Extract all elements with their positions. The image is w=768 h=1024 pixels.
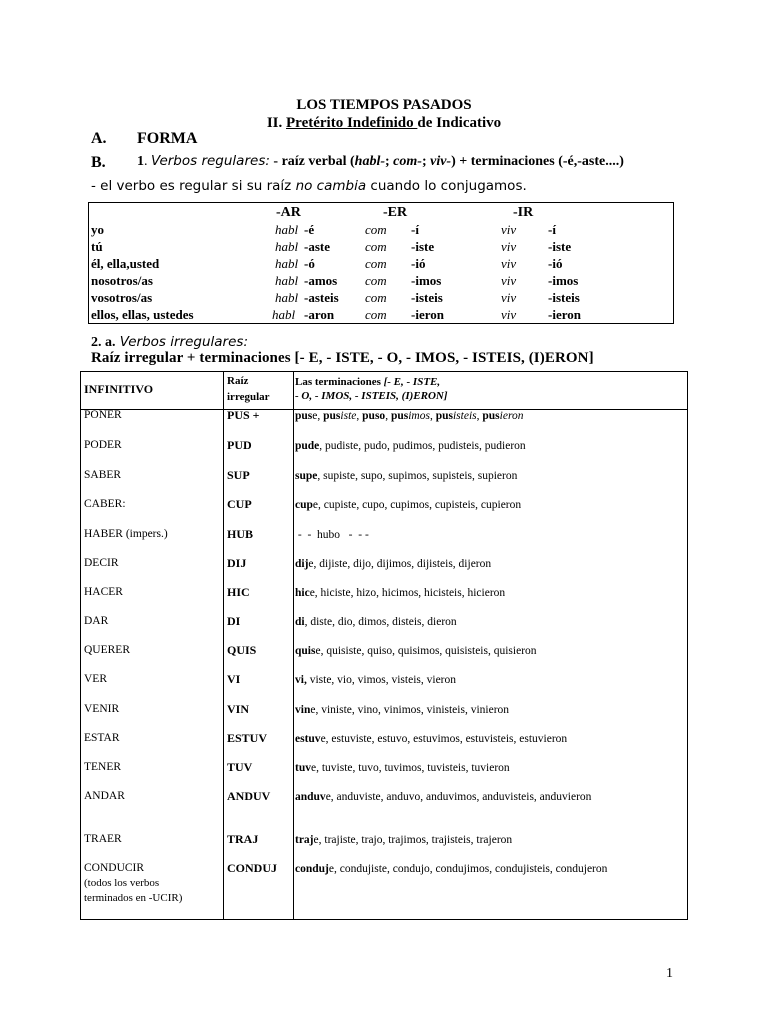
note-suffix: cuando lo conjugamos.	[366, 178, 527, 194]
er-ending: -ieron	[411, 307, 444, 322]
ir-stem: viv	[501, 290, 517, 305]
conjugation-row	[89, 307, 673, 324]
form-ending: ieron	[499, 410, 524, 422]
infinitive: VER	[84, 673, 107, 685]
conjugated-forms	[295, 732, 567, 746]
er-ending: -iste	[411, 239, 435, 254]
note-italic: no cambia	[295, 178, 367, 194]
pronoun: nosotros/as	[91, 273, 153, 288]
form-stem: dij	[295, 558, 309, 570]
conjugated-forms	[295, 761, 510, 775]
regular-verb-note	[91, 178, 527, 194]
form-sep: ,	[385, 410, 391, 422]
conjugated-forms	[295, 439, 526, 453]
infinitive: CABER:	[84, 498, 126, 510]
er-ending: -í	[411, 222, 419, 237]
ir-ending: -imos	[548, 273, 579, 288]
form-rest: e, hiciste, hizo, hicimos, hicisteis, hicieron	[309, 587, 506, 599]
form-stem: pude	[295, 440, 320, 452]
infinitive: PODER	[84, 439, 122, 451]
ar-stem: habl	[275, 256, 299, 271]
er-stem: com	[365, 290, 387, 305]
irregular-verbs-formula: Raíz irregular + terminaciones [- E, - ISTE, - O, - IMOS, - ISTEIS, (I)ERON]	[91, 350, 594, 366]
irregular-stem: SUP	[227, 468, 250, 482]
form-ending: imos	[408, 410, 430, 422]
irregular-stem: VI	[227, 672, 241, 686]
conjugated-forms	[295, 586, 505, 600]
irregular-verbs-table	[80, 371, 688, 920]
ar-ending: -aste	[304, 239, 330, 254]
form-stem: pus	[323, 410, 341, 422]
ar-stem: habl	[275, 239, 299, 254]
stem-example-habl: habl-	[354, 154, 385, 169]
form-ending: iste	[340, 410, 357, 422]
form-sep: ,	[356, 410, 363, 422]
ar-ending: -asteis	[304, 290, 339, 305]
pronoun: ellos, ellas, ustedes	[91, 307, 194, 322]
note-prefix: - el verbo es regular si su raíz	[91, 178, 296, 194]
formula-sep: ;	[421, 154, 431, 169]
irregular-stem: CONDUJ	[227, 861, 277, 875]
infinitive: HABER (impers.)	[84, 528, 168, 540]
header-endings-line1	[295, 375, 440, 389]
ir-stem: viv	[501, 307, 517, 322]
infinitive-note: terminados en -UCIR)	[84, 892, 183, 904]
form-rest: e, trajiste, trajo, trajimos, trajisteis, trajeron	[313, 834, 513, 846]
er-stem: com	[365, 307, 387, 322]
form-stem: di	[295, 616, 305, 628]
er-ending: -isteis	[411, 290, 443, 305]
conjugated-forms	[295, 528, 369, 542]
form-ending: e,	[312, 410, 324, 422]
form-stem: pus	[435, 410, 453, 422]
er-ending: -imos	[411, 273, 442, 288]
conjugated-forms	[295, 498, 521, 512]
ir-ending: -í	[548, 222, 556, 237]
er-stem: com	[365, 239, 387, 254]
header-endings-italic: [- E, - ISTE,	[383, 376, 441, 388]
heading-dot: .	[144, 154, 151, 169]
form-stem: estuv	[295, 733, 321, 745]
infinitive: SABER	[84, 469, 122, 481]
ir-stem: viv	[501, 256, 517, 271]
infinitive: VENIR	[84, 703, 120, 715]
infinitive: DAR	[84, 615, 109, 627]
form-stem: conduj	[295, 863, 329, 875]
form-stem: pus	[295, 410, 313, 422]
conjugated-forms	[295, 703, 509, 717]
ir-ending: -ieron	[548, 307, 581, 322]
header-ar: -AR	[276, 205, 301, 220]
conjugated-forms	[295, 673, 456, 687]
form-stem: puso	[362, 410, 386, 422]
infinitive: HACER	[84, 586, 123, 598]
infinitive: ESTAR	[84, 732, 120, 744]
conjugation-row	[89, 239, 673, 256]
infinitive: PONER	[84, 409, 122, 421]
conjugated-forms	[295, 644, 537, 658]
heading-number: 2. a.	[91, 335, 116, 350]
conjugated-forms	[295, 557, 491, 571]
header-endings-plain: Las terminaciones	[295, 376, 384, 388]
form-rest: , pudiste, pudo, pudimos, pudisteis, pudieron	[319, 440, 526, 452]
header-infinitive: INFINITIVO	[84, 382, 154, 396]
form-rest: e, viniste, vino, vinimos, vinisteis, vinieron	[310, 704, 510, 716]
irregular-stem: VIN	[227, 702, 250, 716]
form-rest: e, tuviste, tuvo, tuvimos, tuvisteis, tuvieron	[310, 762, 510, 774]
header-endings-line2: - O, - IMOS, - ISTEIS, (I)ERON]	[295, 390, 448, 402]
stem-example-com: com-	[393, 154, 422, 169]
form-sep: ,	[429, 410, 436, 422]
infinitive: DECIR	[84, 557, 119, 569]
column-divider	[223, 372, 224, 919]
subtitle-underlined: Pretérito Indefinido	[286, 115, 418, 131]
page-title: LOS TIEMPOS PASADOS	[296, 97, 472, 113]
form-stem: traj	[295, 834, 314, 846]
regular-verbs-heading	[137, 153, 624, 170]
ir-ending: -ió	[548, 256, 563, 271]
ar-stem: habl	[275, 222, 299, 237]
irregular-stem: CUP	[227, 497, 252, 511]
ar-ending: -aron	[304, 307, 335, 322]
form-stem: vin	[295, 704, 311, 716]
section-a-title: FORMA	[137, 130, 198, 147]
header-stem-line1: Raíz	[227, 375, 249, 387]
form-rest: e, cupiste, cupo, cupimos, cupisteis, cupieron	[312, 499, 522, 511]
ar-ending: -é	[304, 222, 315, 237]
formula-sep: ;	[385, 154, 394, 169]
infinitive: ANDAR	[84, 790, 125, 802]
irregular-stem: ANDUV	[227, 789, 271, 803]
irregular-stem: ESTUV	[227, 731, 268, 745]
subtitle-suffix: de Indicativo	[417, 115, 502, 131]
conjugated-forms	[295, 862, 607, 876]
er-ending: -ió	[411, 256, 426, 271]
formula-endings: ) + terminaciones (-é,-aste....)	[451, 154, 624, 169]
irregular-verbs-label: Verbos irregulares:	[115, 334, 248, 350]
irregular-stem: DI	[227, 614, 241, 628]
heading-number: 1	[137, 154, 144, 169]
ir-ending: -iste	[548, 239, 572, 254]
form-stem: hic	[295, 587, 310, 599]
infinitive-note: (todos los verbos	[84, 877, 160, 889]
irregular-stem: PUS +	[227, 408, 260, 422]
form-stem: pus	[482, 410, 500, 422]
form-stem: tuv	[295, 762, 311, 774]
conjugation-row	[89, 256, 673, 273]
header-ir: -IR	[513, 205, 534, 220]
irregular-stem: HUB	[227, 527, 254, 541]
header-stem-line2: irregular	[227, 391, 270, 403]
ar-stem: habl	[272, 307, 296, 322]
ar-stem: habl	[275, 273, 299, 288]
conjugation-row	[89, 290, 673, 307]
header-er: -ER	[383, 205, 408, 220]
form-stem: cup	[295, 499, 313, 511]
conjugated-forms	[295, 409, 524, 423]
conjugation-row	[89, 222, 673, 239]
form-rest: , supiste, supo, supimos, supisteis, supieron	[317, 470, 518, 482]
ir-stem: viv	[501, 239, 517, 254]
ar-stem: habl	[275, 290, 299, 305]
ir-stem: viv	[501, 222, 517, 237]
pronoun: tú	[91, 239, 103, 254]
form-rest: e, dijiste, dijo, dijimos, dijisteis, dijeron	[308, 558, 492, 570]
conjugated-forms	[295, 833, 512, 847]
ir-stem: viv	[501, 273, 517, 288]
form-rest: e, anduviste, anduvo, anduvimos, anduvisteis, anduvieron	[325, 791, 592, 803]
form-stem: vi,	[295, 674, 307, 686]
er-stem: com	[365, 256, 387, 271]
irregular-stem: DIJ	[227, 556, 247, 570]
subtitle-prefix: II.	[266, 115, 287, 131]
irregular-stem: TRAJ	[227, 832, 259, 846]
pronoun: yo	[91, 222, 104, 237]
infinitive: TENER	[84, 761, 122, 773]
er-stem: com	[365, 222, 387, 237]
er-stem: com	[365, 273, 387, 288]
irregular-stem: PUD	[227, 438, 252, 452]
form-rest: e, quisiste, quiso, quisimos, quisisteis, quisieron	[315, 645, 537, 657]
ar-ending: -ó	[304, 256, 315, 271]
regular-verbs-table	[88, 202, 674, 324]
infinitive: TRAER	[84, 833, 122, 845]
form-rest: viste, vio, vimos, visteis, vieron	[306, 674, 457, 686]
conjugated-forms	[295, 615, 457, 629]
pronoun: él, ella,usted	[91, 256, 160, 271]
irregular-stem: QUIS	[227, 643, 257, 657]
form-rest: e, condujiste, condujo, condujimos, condujisteis, condujeron	[328, 863, 608, 875]
irregular-verbs-heading	[91, 334, 248, 351]
section-a-letter: A.	[91, 130, 107, 147]
section-b-letter: B.	[91, 154, 106, 171]
page-number: 1	[666, 966, 673, 981]
form-stem: pus	[390, 410, 409, 422]
form-sep: ,	[476, 410, 483, 422]
formula-part: - raíz verbal (	[269, 154, 355, 169]
conjugated-forms	[295, 790, 591, 804]
form-ending: isteis	[452, 410, 477, 422]
page-subtitle	[0, 115, 768, 132]
irregular-stem: TUV	[227, 760, 253, 774]
conjugated-forms	[295, 469, 517, 483]
form-stem: anduv	[295, 791, 326, 803]
conjugation-row	[89, 273, 673, 290]
stem-example-viv: viv-	[430, 154, 452, 169]
irregular-stem: HIC	[227, 585, 250, 599]
form-rest: - - hubo - - -	[295, 529, 369, 541]
form-rest: e, estuviste, estuvo, estuvimos, estuvisteis, estuvieron	[320, 733, 568, 745]
ar-ending: -amos	[304, 273, 338, 288]
pronoun: vosotros/as	[91, 290, 153, 305]
column-divider	[293, 372, 294, 919]
form-stem: quis	[295, 645, 316, 657]
regular-verbs-label: Verbos regulares:	[151, 153, 270, 169]
form-stem: supe	[295, 470, 318, 482]
form-rest: , diste, dio, dimos, disteis, dieron	[304, 616, 457, 628]
ir-ending: -isteis	[548, 290, 580, 305]
infinitive: CONDUCIR	[84, 862, 145, 874]
infinitive: QUERER	[84, 644, 130, 656]
